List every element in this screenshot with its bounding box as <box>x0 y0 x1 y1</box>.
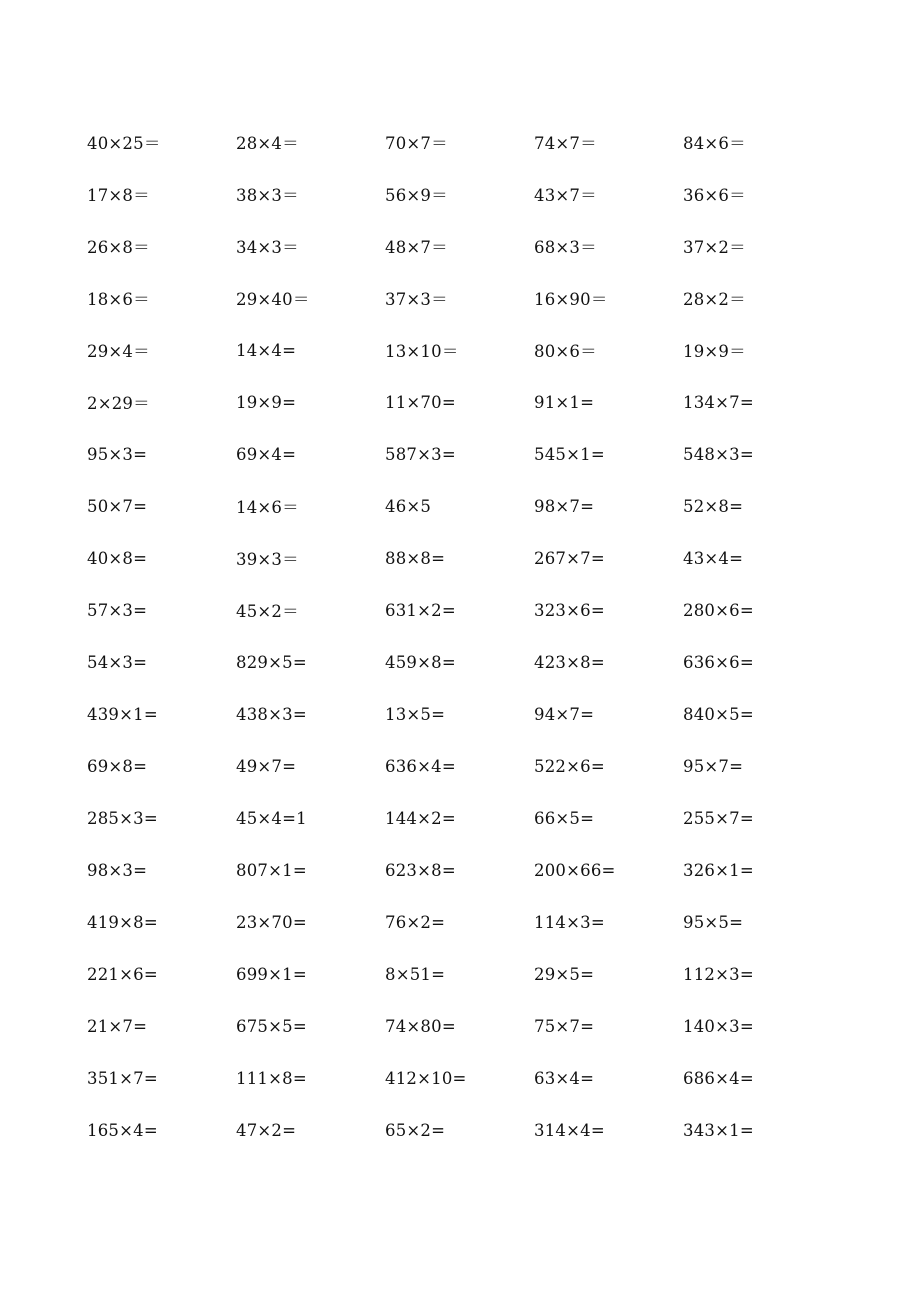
problem-row <box>87 376 847 428</box>
multiplication-problem: 419×8= <box>87 912 158 932</box>
multiplication-problem: 623×8= <box>385 860 456 880</box>
multiplication-problem: 144×2= <box>385 808 456 828</box>
multiplication-problem: 13×5= <box>385 704 446 724</box>
multiplication-problem: 94×7= <box>534 704 595 724</box>
multiplication-problem: 28×4＝ <box>236 134 299 153</box>
multiplication-problem: 40×25＝ <box>87 134 161 153</box>
multiplication-problem: 165×4= <box>87 1120 158 1140</box>
problem-row <box>87 1052 847 1104</box>
multiplication-problem: 112×3= <box>683 964 754 984</box>
problem-row <box>87 948 847 1000</box>
multiplication-problem: 8×51= <box>385 964 446 984</box>
multiplication-problem: 68×3＝ <box>534 238 597 257</box>
multiplication-problem: 39×3＝ <box>236 550 299 569</box>
multiplication-problem: 34×3＝ <box>236 238 299 257</box>
multiplication-problem: 37×3＝ <box>385 290 448 309</box>
multiplication-problem: 74×80= <box>385 1016 456 1036</box>
multiplication-problem: 200×66= <box>534 860 616 880</box>
multiplication-problem: 63×4= <box>534 1068 595 1088</box>
multiplication-problem: 69×8= <box>87 756 148 776</box>
multiplication-problem: 52×8= <box>683 496 744 516</box>
multiplication-problem: 18×6＝ <box>87 290 150 309</box>
multiplication-problem: 56×9＝ <box>385 186 448 205</box>
multiplication-problem: 69×4= <box>236 444 297 464</box>
multiplication-problem: 631×2= <box>385 600 456 620</box>
problem-row <box>87 480 847 532</box>
multiplication-problem: 134×7= <box>683 392 754 412</box>
multiplication-problem: 221×6= <box>87 964 158 984</box>
problem-row <box>87 636 847 688</box>
problem-row <box>87 116 847 168</box>
multiplication-problem: 807×1= <box>236 860 307 880</box>
problem-row <box>87 168 847 220</box>
multiplication-problem: 829×5= <box>236 652 307 672</box>
problem-row <box>87 740 847 792</box>
multiplication-problem: 438×3= <box>236 704 307 724</box>
multiplication-problem: 75×7= <box>534 1016 595 1036</box>
multiplication-problem: 28×2＝ <box>683 290 746 309</box>
multiplication-problem: 255×7= <box>683 808 754 828</box>
problem-row <box>87 272 847 324</box>
multiplication-worksheet <box>87 116 847 1156</box>
multiplication-problem: 65×2= <box>385 1120 446 1140</box>
multiplication-problem: 98×7= <box>534 496 595 516</box>
multiplication-problem: 45×2＝ <box>236 602 299 621</box>
multiplication-problem: 49×7= <box>236 756 297 776</box>
problem-row <box>87 1104 847 1156</box>
multiplication-problem: 423×8= <box>534 652 605 672</box>
multiplication-problem: 21×7= <box>87 1016 148 1036</box>
multiplication-problem: 88×8= <box>385 548 446 568</box>
multiplication-problem: 37×2＝ <box>683 238 746 257</box>
multiplication-problem: 19×9= <box>236 392 297 412</box>
multiplication-problem: 40×8= <box>87 548 148 568</box>
multiplication-problem: 17×8＝ <box>87 186 150 205</box>
multiplication-problem: 23×70= <box>236 912 307 932</box>
multiplication-problem: 636×6= <box>683 652 754 672</box>
multiplication-problem: 14×6＝ <box>236 498 299 517</box>
multiplication-problem: 80×6＝ <box>534 342 597 361</box>
multiplication-problem: 280×6= <box>683 600 754 620</box>
problem-row <box>87 688 847 740</box>
multiplication-problem: 840×5= <box>683 704 754 724</box>
multiplication-problem: 46×5 <box>385 496 432 516</box>
multiplication-problem: 111×8= <box>236 1068 307 1088</box>
multiplication-problem: 14×4= <box>236 340 297 360</box>
multiplication-problem: 43×7＝ <box>534 186 597 205</box>
multiplication-problem: 2×29＝ <box>87 394 150 413</box>
multiplication-problem: 50×7= <box>87 496 148 516</box>
multiplication-problem: 26×8＝ <box>87 238 150 257</box>
multiplication-problem: 16×90＝ <box>534 290 608 309</box>
problem-row <box>87 1000 847 1052</box>
multiplication-problem: 57×3= <box>87 600 148 620</box>
multiplication-problem: 439×1= <box>87 704 158 724</box>
multiplication-problem: 84×6＝ <box>683 134 746 153</box>
multiplication-problem: 29×4＝ <box>87 342 150 361</box>
multiplication-problem: 19×9＝ <box>683 342 746 361</box>
multiplication-problem: 699×1= <box>236 964 307 984</box>
multiplication-problem: 587×3= <box>385 444 456 464</box>
multiplication-problem: 675×5= <box>236 1016 307 1036</box>
multiplication-problem: 326×1= <box>683 860 754 880</box>
multiplication-problem: 343×1= <box>683 1120 754 1140</box>
multiplication-problem: 351×7= <box>87 1068 158 1088</box>
multiplication-problem: 140×3= <box>683 1016 754 1036</box>
multiplication-problem: 323×6= <box>534 600 605 620</box>
multiplication-problem: 548×3= <box>683 444 754 464</box>
multiplication-problem: 522×6= <box>534 756 605 776</box>
multiplication-problem: 66×5= <box>534 808 595 828</box>
problem-row <box>87 792 847 844</box>
multiplication-problem: 636×4= <box>385 756 456 776</box>
multiplication-problem: 45×4=1 <box>236 808 307 828</box>
multiplication-problem: 267×7= <box>534 548 605 568</box>
multiplication-problem: 285×3= <box>87 808 158 828</box>
problem-row <box>87 428 847 480</box>
multiplication-problem: 13×10＝ <box>385 342 459 361</box>
multiplication-problem: 47×2= <box>236 1120 297 1140</box>
multiplication-problem: 54×3= <box>87 652 148 672</box>
multiplication-problem: 38×3＝ <box>236 186 299 205</box>
multiplication-problem: 114×3= <box>534 912 605 932</box>
multiplication-problem: 459×8= <box>385 652 456 672</box>
problem-row <box>87 532 847 584</box>
multiplication-problem: 545×1= <box>534 444 605 464</box>
problem-row <box>87 844 847 896</box>
multiplication-problem: 48×7＝ <box>385 238 448 257</box>
multiplication-problem: 29×5= <box>534 964 595 984</box>
multiplication-problem: 412×10= <box>385 1068 467 1088</box>
multiplication-problem: 314×4= <box>534 1120 605 1140</box>
multiplication-problem: 74×7＝ <box>534 134 597 153</box>
multiplication-problem: 95×5= <box>683 912 744 932</box>
multiplication-problem: 95×7= <box>683 756 744 776</box>
problem-row <box>87 324 847 376</box>
problem-row <box>87 896 847 948</box>
problem-row <box>87 584 847 636</box>
multiplication-problem: 11×70= <box>385 392 456 412</box>
multiplication-problem: 43×4= <box>683 548 744 568</box>
multiplication-problem: 98×3= <box>87 860 148 880</box>
multiplication-problem: 91×1= <box>534 392 595 412</box>
problem-row <box>87 220 847 272</box>
multiplication-problem: 29×40＝ <box>236 290 310 309</box>
multiplication-problem: 70×7＝ <box>385 134 448 153</box>
multiplication-problem: 686×4= <box>683 1068 754 1088</box>
multiplication-problem: 76×2= <box>385 912 446 932</box>
multiplication-problem: 36×6＝ <box>683 186 746 205</box>
multiplication-problem: 95×3= <box>87 444 148 464</box>
